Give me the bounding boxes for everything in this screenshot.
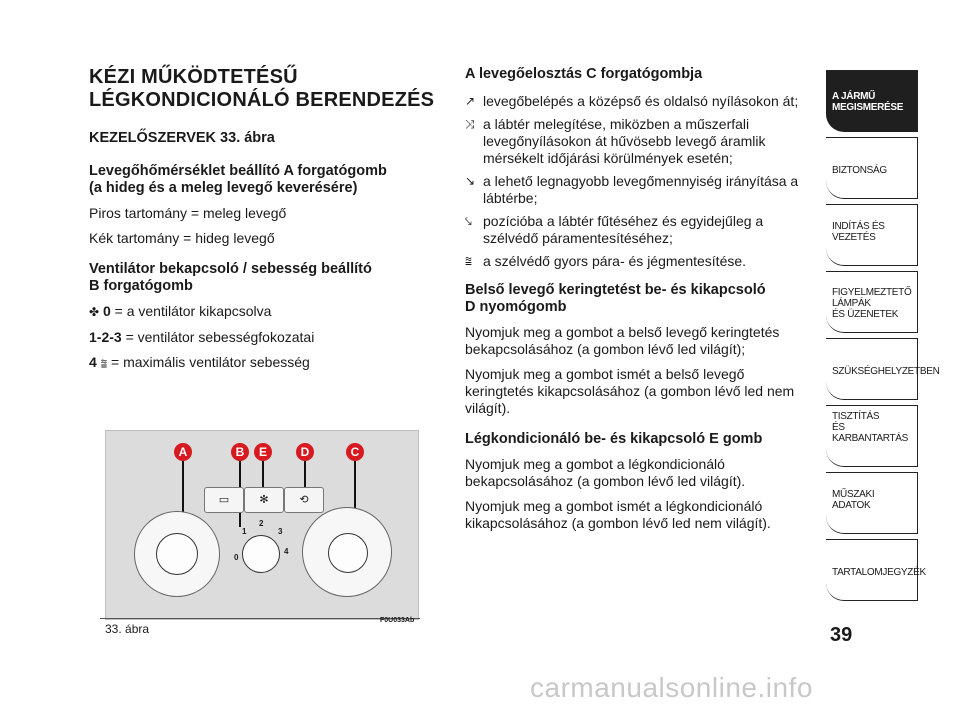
page-number: 39 — [830, 624, 853, 646]
defrost-icon: ⩰ — [100, 358, 108, 370]
fan-off-icon: ✤ — [89, 305, 100, 319]
tab-label-line: A JÁRMŰ — [832, 91, 876, 102]
rear-defrost-button[interactable]: ▭ — [204, 487, 244, 513]
fan-heading — [89, 261, 439, 295]
figure-code: F0U033Ab — [380, 617, 415, 624]
chapter-tabs — [826, 70, 940, 606]
ac-heading: Légkondicionáló be- és kikapcsoló E gomb — [465, 431, 763, 447]
recirc-paragraph-2: Nyomjuk meg a gombot ismét a belső levegő keringtetés kikapcsolásához (a gombon lévő led nem világít). — [465, 366, 795, 416]
section-title — [89, 66, 439, 112]
pin-c-leader — [354, 461, 356, 511]
distribution-item-text: a lábtér melegítése, miközben a műszerfali levegőnyílásokon át hűvösebb levegő áramlik mérsékelt időjárási körülmények esetén; — [483, 116, 766, 166]
distribution-heading: A levegőelosztás C forgatógombja — [465, 66, 703, 82]
tab-label-line: ÉS KARBANTARTÁS — [832, 422, 909, 444]
distribution-item-text: a szélvédő gyors pára- és jégmentesítése. — [483, 253, 747, 269]
pin-d: D — [296, 443, 314, 461]
ac-paragraph-2: Nyomjuk meg a gombot ismét a légkondicionáló kikapcsolásához (a gombon lévő led nem világít). — [465, 498, 771, 531]
tab-label-line: ÉS ÜZENETEK — [832, 309, 899, 320]
recirculation-button[interactable]: ⟲ — [284, 487, 324, 513]
red-range-text: Piros tartomány = meleg levegő — [89, 205, 287, 221]
distribution-item — [465, 116, 805, 167]
distribution-item — [465, 253, 805, 270]
face-vent-icon: ↗ — [465, 94, 476, 108]
fan-number-3: 3 — [278, 527, 283, 536]
distribution-item-text: a lehető legnagyobb levegőmennyiség irányítása a lábtérbe; — [483, 173, 799, 206]
fan-0-text: = a ventilátor kikapcsolva — [114, 303, 272, 319]
fan-123-key: 1-2-3 — [89, 329, 122, 345]
pin-b: B — [231, 443, 249, 461]
tab-label-line: TARTALOMJEGYZÉK — [832, 567, 926, 578]
distribution-item — [465, 173, 805, 207]
ac-paragraph-1: Nyomjuk meg a gombot a légkondicionáló bekapcsolásához (a gombon lévő led világít). — [465, 456, 746, 489]
distribution-item — [465, 213, 805, 247]
temp-heading — [89, 163, 439, 197]
title-line-1: KÉZI MŰKÖDTETÉSŰ — [89, 66, 298, 88]
tab-label-line: FIGYELMEZTETŐ — [832, 287, 912, 298]
recirc-heading-line-1: Belső levegő keringtetést be- és kikapcsoló — [465, 282, 766, 298]
fan-123-text: = ventilátor sebességfokozatai — [125, 329, 315, 345]
feet-defrost-icon: ⤥ — [465, 214, 472, 228]
fan-4-text: = maximális ventilátor sebesség — [111, 354, 310, 370]
temp-heading-line-1: Levegőhőmérséklet beállító A forgatógomb — [89, 163, 387, 179]
distribution-item — [465, 93, 805, 110]
fan-number-0: 0 — [234, 553, 239, 562]
feet-vent-icon: ↘ — [465, 174, 476, 188]
tab-label-line: MŰSZAKI ADATOK — [832, 489, 875, 511]
tab-technical-data[interactable] — [826, 472, 918, 534]
recirc-heading — [465, 282, 805, 316]
tab-safety[interactable] — [826, 137, 918, 199]
left-column — [89, 66, 439, 381]
tab-label-line: TISZTÍTÁS — [832, 411, 880, 422]
tab-warning-lights[interactable] — [826, 271, 918, 333]
fan-number-4: 4 — [284, 547, 289, 556]
blue-range-text: Kék tartomány = hideg levegő — [89, 230, 275, 246]
tab-label-line: INDÍTÁS ÉS VEZETÉS — [832, 221, 885, 243]
fan-heading-line-2: B forgatógomb — [89, 278, 193, 294]
fan-4-key: 4 — [89, 354, 97, 370]
windshield-defrost-icon: ⩰ — [465, 254, 473, 268]
recirc-heading-line-2: D nyomógomb — [465, 299, 567, 315]
distribution-knob[interactable] — [328, 533, 368, 573]
fan-knob[interactable] — [242, 535, 280, 573]
tab-label-line: MEGISMERÉSE — [832, 102, 904, 113]
recirc-paragraph-1: Nyomjuk meg a gombot a belső levegő keringtetés bekapcsolásához (a gombon lévő led világít); — [465, 324, 780, 357]
fan-number-2: 2 — [259, 519, 264, 528]
fan-0-key: 0 — [102, 303, 111, 319]
tab-starting-driving[interactable] — [826, 204, 918, 266]
distribution-item-text: levegőbelépés a középső és oldalsó nyílásokon át; — [483, 93, 799, 109]
tab-emergency[interactable] — [826, 338, 940, 400]
pin-e: E — [254, 443, 272, 461]
figure-caption: 33. ábra — [105, 622, 150, 636]
tab-index[interactable] — [826, 539, 926, 601]
tab-label-line: BIZTONSÁG — [832, 165, 887, 176]
climate-panel-figure — [105, 430, 419, 620]
figure-bottom-rule — [100, 618, 420, 619]
fan-heading-line-1: Ventilátor bekapcsoló / sebesség beállító — [89, 261, 372, 277]
face-feet-vent-icon: ⤨ — [465, 117, 475, 131]
fan-4-line — [89, 354, 439, 373]
controls-heading: KEZELŐSZERVEK 33. ábra — [89, 130, 275, 146]
temp-heading-line-2: (a hideg és a meleg levegő keverésére) — [89, 180, 358, 196]
fan-number-1: 1 — [242, 527, 247, 536]
fan-123-line — [89, 329, 439, 346]
tab-label-line: SZÜKSÉGHELYZETBEN — [832, 366, 940, 377]
pin-c: C — [346, 443, 364, 461]
ac-button[interactable]: ✻ — [244, 487, 284, 513]
tab-label-line: LÁMPÁK — [832, 298, 871, 309]
fan-0-line — [89, 303, 439, 321]
tab-vehicle-overview[interactable] — [826, 70, 918, 132]
tab-maintenance[interactable] — [826, 405, 918, 467]
temperature-knob[interactable] — [156, 533, 198, 575]
right-column — [465, 66, 805, 540]
pin-a: A — [174, 443, 192, 461]
title-line-2: LÉGKONDICIONÁLÓ BERENDEZÉS — [89, 89, 435, 111]
distribution-item-text: pozícióba a lábtér fűtéséhez és egyidejűleg a szélvédő páramentesítéséhez; — [483, 213, 764, 246]
watermark: carmanualsonline.info — [530, 672, 813, 703]
